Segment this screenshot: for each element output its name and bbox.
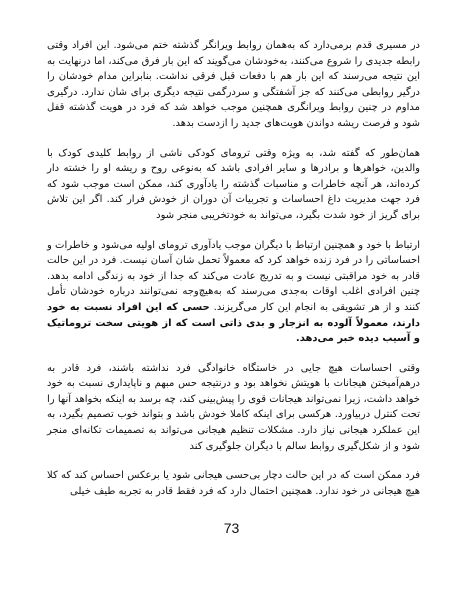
paragraph-1-text: در مسیری قدم برمی‌دارد که به‌همان روابط ویرانگر گذشته ختم می‌شود. این افراد وقتی رابطه جدیدی را شروع می‌کنند، به‌خودشان می‌گویند که این بار فرق می‌کند، اما درنهایت به این نتیجه می‌رسند که این بار هم با دفعات قبل فرقی نداشت. بنابراین مدام خودشان را درگیر روابطی می‌کنند که جز آشفتگی و سردرگمی نتیجه دیگری برای شان ندارد. درگیری مداوم در چنین روابط ویرانگری همچنین موجب خواهد شد که فرد در هویت گذشته قفل شود و فرصت ریشه دواندن هویت‌های جدید را ازدست بدهد. <box>47 40 420 129</box>
paragraph-4 <box>47 361 420 455</box>
page-number: 73 <box>223 520 240 536</box>
page-body <box>47 38 420 513</box>
paragraph-3 <box>47 238 420 347</box>
paragraph-2 <box>47 146 420 224</box>
paragraph-4-text: وقتی احساسات هیچ جایی در خاستگاه خانوادگی فرد نداشته باشند، فرد قادر به درهم‌آمیختن هیجانات با هویتش نخواهد بود و درنتیجه حس مبهم و ناپایداری نسبت به خود خواهد داشت، زیرا نمی‌تواند هیجانات قوی را پیش‌بینی کند، چه برسد به اینکه بخواهد آنها را تحت کنترل دربیاورد. هرکسی برای اینکه کاملا خودش باشد و بتواند خوب تصمیم بگیرد، به این عملکرد هیجانی نیاز دارد. مشکلات تنظیم هیجانی می‌تواند به تصمیمات تکانه‌ای منجر شود و از شکل‌گیری روابط سالم با دیگران جلوگیری کند <box>47 362 420 452</box>
paragraph-3-bold-text: حسی که این افراد نسبت به خود دارند، معمولاً آلوده به انزجار و بدی ذاتی است که از هویتی سخت تروماتیک و آسیب دیده خبر می‌دهد. <box>47 301 420 345</box>
paragraph-3-text: ارتباط با خود و همچنین ارتباط با دیگران موجب یادآوری ترومای اولیه می‌شود و خاطرات و احساساتی را در فرد زنده خواهد کرد که معمولاً تحمل شان آسان نیست. فرد در این حالت قادر به خود مراقبتی نیست و به تدریج عادت می‌کند که جدا از خود به زندگی ادامه بدهد. چنین افرادی اغلب اوقات به‌جدی می‌رسند که به‌هیچ‌وجه نمی‌توانند درباره خودشان تأمل کنند و از هر تشویقی به انجام این کار می‌گریزند. <box>47 239 420 313</box>
paragraph-5 <box>47 468 420 499</box>
paragraph-2-text: همان‌طور که گفته شد، به ویژه وقتی ترومای کودکی ناشی از روابط کلیدی کودک با والدین، خواهرها و برادرها و سایر افرادی باشد که به‌نوعی روح و ریشه او را خشته دار کرده‌اند، هر آنچه خاطرات و مناسبات گذشته را یادآوری کند، ممکن است موجب شود که فرد جهت مدیریت داغ احساسات و تجربیات آن دوران از خودش فرار کند. اگر این تلاش برای گریز از خود شدت بگیرد، می‌تواند به خودتخریبی منجر شود <box>47 147 420 221</box>
paragraph-5-text: فرد ممکن است که در این حالت دچار بی‌حسی هیجانی شود یا برعکس احساس کند که کلا هیچ هیجانی در خود ندارد. همچنین احتمال دارد که فرد فقط قادر به تجربه طیف خیلی <box>47 470 420 497</box>
paragraph-1 <box>47 38 420 132</box>
